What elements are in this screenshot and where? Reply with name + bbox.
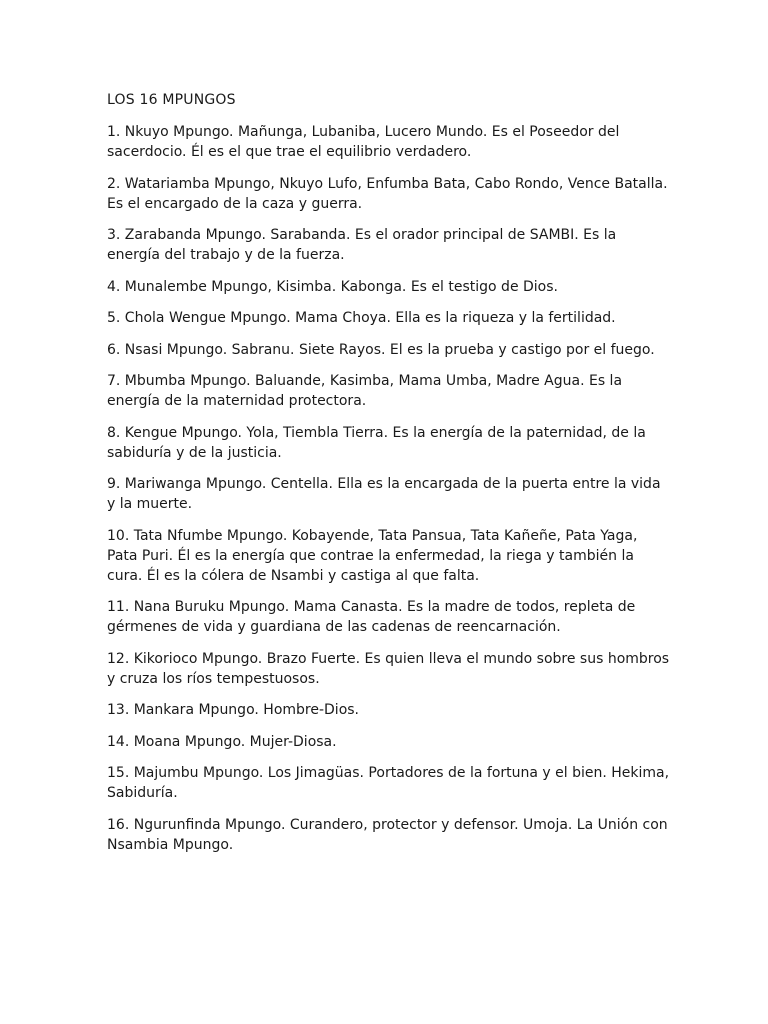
list-item-line: energía de la maternidad protectora. xyxy=(107,393,367,409)
list-item-line: 12. Kikorioco Mpungo. Brazo Fuerte. Es quien lleva el mundo sobre sus hombros xyxy=(107,650,670,667)
list-item-line: 6. Nsasi Mpungo. Sabranu. Siete Rayos. El es la prueba y castigo por el fuego. xyxy=(107,341,655,358)
document-page xyxy=(107,90,677,866)
list-item-line: 5. Chola Wengue Mpungo. Mama Choya. Ella es la riqueza y la fertilidad. xyxy=(107,310,616,326)
list-item-line: 1. Nkuyo Mpungo. Mañunga, Lubaniba, Lucero Mundo. Es el Poseedor del xyxy=(107,124,620,140)
list-item-line: 13. Mankara Mpungo. Hombre-Dios. xyxy=(107,702,359,718)
list-item-line: 3. Zarabanda Mpungo. Sarabanda. Es el orador principal de SAMBI. Es la xyxy=(107,227,617,243)
list-item-line: sabiduría y de la justicia. xyxy=(107,444,282,461)
list-item-line: 8. Kengue Mpungo. Yola, Tiembla Tierra. Es la energía de la paternidad, de la xyxy=(107,424,646,441)
list-item-line: 15. Majumbu Mpungo. Los Jimagüas. Portadores de la fortuna y el bien. Hekima, xyxy=(107,765,670,781)
list-item-line: gérmenes de vida y guardiana de las cadenas de reencarnación. xyxy=(107,619,561,635)
list-item-line: 2. Watariamba Mpungo, Nkuyo Lufo, Enfumba Bata, Cabo Rondo, Vence Batalla. xyxy=(107,175,668,192)
list-item-line: 11. Nana Buruku Mpungo. Mama Canasta. Es la madre de todos, repleta de xyxy=(107,599,636,615)
list-item-line: Es el encargado de la caza y guerra. xyxy=(107,195,363,212)
list-item-line: 16. Ngurunfinda Mpungo. Curandero, protector y defensor. Umoja. La Unión con xyxy=(107,816,668,833)
entry-list xyxy=(107,122,677,855)
list-item-line: sacerdocio. Él es el que trae el equilibrio verdadero. xyxy=(107,144,472,160)
list-item-line: y cruza los ríos tempestuosos. xyxy=(107,670,320,687)
list-item xyxy=(107,225,677,265)
list-item xyxy=(107,340,677,360)
list-item-line: y la muerte. xyxy=(107,496,193,512)
list-item-line: Pata Puri. Él es la energía que contrae la enfermedad, la riega y también la xyxy=(107,547,634,564)
list-item xyxy=(107,423,677,463)
list-item xyxy=(107,732,677,752)
list-item xyxy=(107,597,677,637)
list-item-line: 9. Mariwanga Mpungo. Centella. Ella es la encargada de la puerta entre la vida xyxy=(107,476,661,492)
list-item xyxy=(107,649,677,689)
list-item xyxy=(107,122,677,162)
list-item-line: Nsambia Mpungo. xyxy=(107,836,234,853)
list-item xyxy=(107,371,677,411)
list-item-line: Sabiduría. xyxy=(107,785,178,801)
list-item xyxy=(107,277,677,297)
list-item xyxy=(107,474,677,514)
list-item xyxy=(107,526,677,586)
list-item-line: 4. Munalembe Mpungo, Kisimba. Kabonga. Es el testigo de Dios. xyxy=(107,278,558,295)
list-item xyxy=(107,700,677,720)
list-item xyxy=(107,308,677,328)
list-item-line: 14. Moana Mpungo. Mujer-Diosa. xyxy=(107,733,337,750)
list-item-line: 10. Tata Nfumbe Mpungo. Kobayende, Tata Pansua, Tata Kañeñe, Pata Yaga, xyxy=(107,527,638,544)
list-item-line: cura. Él es la cólera de Nsambi y castiga al que falta. xyxy=(107,567,480,584)
document-title: LOS 16 MPUNGOS xyxy=(107,92,236,108)
list-item-line: energía del trabajo y de la fuerza. xyxy=(107,247,345,263)
list-item xyxy=(107,174,677,214)
list-item xyxy=(107,815,677,855)
list-item-line: 7. Mbumba Mpungo. Baluande, Kasimba, Mama Umba, Madre Agua. Es la xyxy=(107,373,623,389)
list-item xyxy=(107,763,677,803)
